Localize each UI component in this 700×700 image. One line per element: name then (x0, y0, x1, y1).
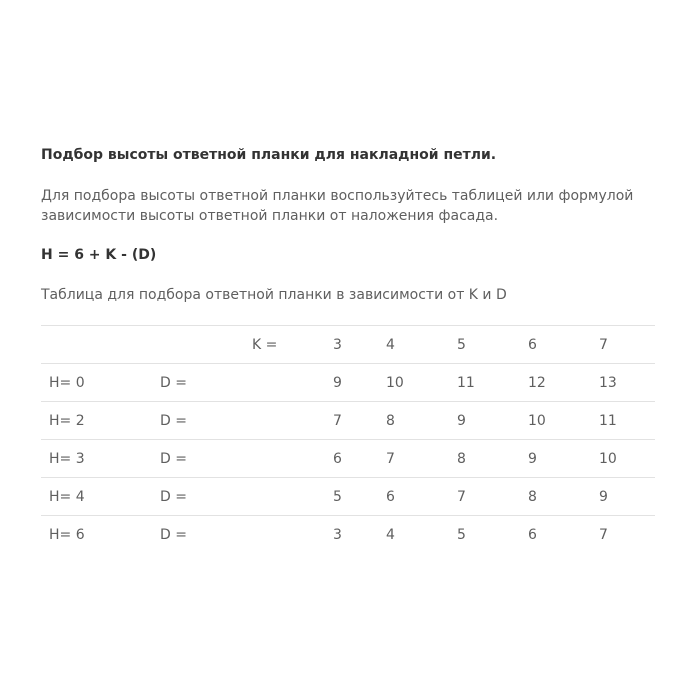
table-cell (160, 326, 252, 364)
k-value-cell: 5 (457, 336, 466, 353)
d-value-cell: 10 (599, 450, 617, 467)
d-value-cell: 10 (528, 412, 546, 429)
d-label-cell: D = (160, 450, 187, 467)
d-value-cell: 8 (528, 488, 537, 505)
table-cell (252, 440, 333, 478)
table-row (41, 478, 655, 516)
d-value-cell: 12 (528, 374, 546, 391)
k-value-cell: 6 (528, 336, 537, 353)
d-value-cell: 13 (599, 374, 617, 391)
table-row (41, 440, 655, 478)
d-value-cell: 7 (333, 412, 342, 429)
d-value-cell: 7 (386, 450, 395, 467)
d-value-cell: 8 (386, 412, 395, 429)
d-value-cell: 7 (457, 488, 466, 505)
h-label-cell: H= 2 (49, 412, 85, 429)
d-value-cell: 8 (457, 450, 466, 467)
d-value-cell: 6 (333, 450, 342, 467)
d-value-cell: 11 (457, 374, 475, 391)
d-label-cell: D = (160, 526, 187, 543)
table-cell (252, 516, 333, 554)
h-label-cell: H= 6 (49, 526, 85, 543)
table-cell (252, 402, 333, 440)
intro-paragraph: Для подбора высоты ответной планки воспользуйтесь таблицей или формулой зависимости высоты ответной планки от наложения фасада. (41, 188, 634, 224)
d-value-cell: 10 (386, 374, 404, 391)
table-cell (41, 326, 160, 364)
formula-text: H = 6 + K - (D) (41, 247, 157, 263)
table-header-row (41, 326, 655, 364)
d-value-cell: 9 (599, 488, 608, 505)
table-caption: Таблица для подбора ответной планки в зависимости от K и D (41, 287, 507, 303)
d-label-cell: D = (160, 488, 187, 505)
d-value-cell: 9 (457, 412, 466, 429)
d-value-cell: 3 (333, 526, 342, 543)
d-label-cell: D = (160, 412, 187, 429)
d-value-cell: 11 (599, 412, 617, 429)
d-value-cell: 7 (599, 526, 608, 543)
h-label-cell: H= 0 (49, 374, 85, 391)
k-value-cell: 4 (386, 336, 395, 353)
h-label-cell: H= 4 (49, 488, 85, 505)
strike-plate-table (41, 325, 655, 554)
article-heading: Подбор высоты ответной планки для накладной петли. (41, 147, 497, 163)
k-value-cell: 3 (333, 336, 342, 353)
table-cell (252, 364, 333, 402)
k-value-cell: 7 (599, 336, 608, 353)
d-value-cell: 5 (333, 488, 342, 505)
d-label-cell: D = (160, 374, 187, 391)
d-value-cell: 9 (528, 450, 537, 467)
table-cell (252, 478, 333, 516)
k-label-cell: K = (252, 336, 278, 353)
d-value-cell: 9 (333, 374, 342, 391)
d-value-cell: 6 (386, 488, 395, 505)
d-value-cell: 6 (528, 526, 537, 543)
table-row (41, 516, 655, 554)
table-row (41, 364, 655, 402)
table-row (41, 402, 655, 440)
h-label-cell: H= 3 (49, 450, 85, 467)
d-value-cell: 5 (457, 526, 466, 543)
d-value-cell: 4 (386, 526, 395, 543)
